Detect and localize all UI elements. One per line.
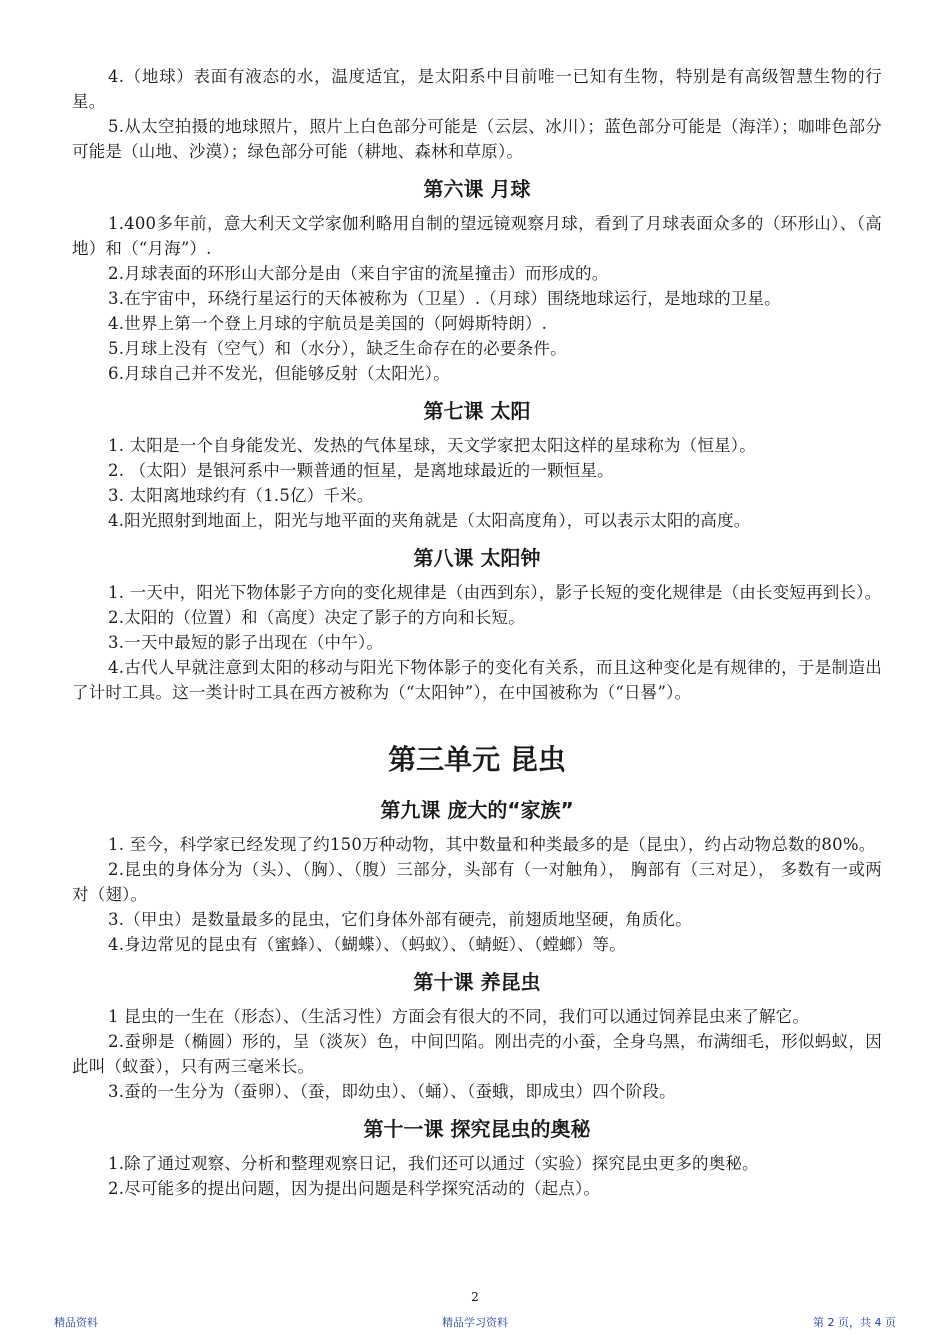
unit-heading: 第三单元 昆虫 [388, 743, 566, 776]
paragraph: 4.阳光照射到地面上，阳光与地平面的夹角就是（太阳高度角），可以表示太阳的高度。 [108, 511, 751, 530]
lesson-heading: 第九课 庞大的“家族” [380, 798, 574, 822]
paragraph: 3.一天中最短的影子出现在（中午）。 [108, 633, 384, 652]
paragraph: 5.从太空拍摄的地球照片，照片上白色部分可能是（云层、冰川）；蓝色部分可能是（海洋）；咖啡色部分可能是（山地、沙漠）；绿色部分可能（耕地、森林和草原）。 [72, 117, 882, 161]
paragraph: 4.古代人早就注意到太阳的移动与阳光下物体影子的变化有关系，而且这种变化是有规律的，于是制造出了计时工具。这一类计时工具在西方被称为（“太阳钟”），在中国被称为（“日晷”）。 [72, 658, 882, 702]
paragraph: 2.蚕卵是（椭圆）形的，呈（淡灰）色，中间凹陷。刚出壳的小蚕，全身乌黑，布满细毛，形似蚂蚁，因此叫（蚁蚕），只有两三毫米长。 [72, 1032, 882, 1076]
footer-left-label: 精品资料 [54, 1316, 98, 1329]
document-body [72, 64, 882, 1201]
paragraph: 1.400多年前，意大利天文学家伽利略用自制的望远镜观察月球，看到了月球表面众多的（环形山）、（高地）和（“月海”）. [72, 214, 882, 258]
footer-center-label: 精品学习资料 [442, 1316, 508, 1329]
paragraph: 2. （太阳）是银河系中一颗普通的恒星，是离地球最近的一颗恒星。 [108, 461, 614, 480]
lesson-heading: 第六课 月球 [423, 177, 531, 201]
paragraph: 3.蚕的一生分为（蚕卵）、（蚕，即幼虫）、（蛹）、（蚕蛾，即成虫）四个阶段。 [108, 1082, 676, 1101]
paragraph: 4.世界上第一个登上月球的宇航员是美国的（阿姆斯特朗）. [108, 314, 548, 333]
paragraph: 1. 太阳是一个自身能发光、发热的气体星球，天文学家把太阳这样的星球称为（恒星）。 [108, 436, 756, 455]
lesson-heading: 第十课 养昆虫 [413, 970, 541, 994]
paragraph: 5.月球上没有（空气）和（水分），缺乏生命存在的必要条件。 [108, 339, 567, 358]
lesson-heading: 第七课 太阳 [423, 399, 531, 423]
lesson-heading: 第十一课 探究昆虫的奥秘 [363, 1117, 591, 1141]
paragraph: 2.月球表面的环形山大部分是由（来自宇宙的流星撞击）而形成的。 [108, 264, 609, 283]
paragraph: 3.在宇宙中，环绕行星运行的天体被称为（卫星）.（月球）围绕地球运行，是地球的卫星。 [108, 289, 781, 308]
paragraph: 1. 至今，科学家已经发现了约150万种动物，其中数量和种类最多的是（昆虫），约占动物总数的80%。 [108, 835, 876, 854]
paragraph: 6.月球自己并不发光，但能够反射（太阳光）。 [108, 364, 450, 383]
paragraph: 3.（甲虫）是数量最多的昆虫，它们身体外部有硬壳，前翅质地坚硬，角质化。 [108, 910, 692, 929]
paragraph: 2.尽可能多的提出问题，因为提出问题是科学探究活动的（起点）。 [108, 1179, 601, 1198]
paragraph: 1 昆虫的一生在（形态）、（生活习性）方面会有很大的不同，我们可以通过饲养昆虫来了解它。 [108, 1007, 810, 1026]
lesson-heading: 第八课 太阳钟 [413, 546, 541, 570]
paragraph: 1.除了通过观察、分析和整理观察日记，我们还可以通过（实验）探究昆虫更多的奥秘。 [108, 1154, 759, 1173]
paragraph: 4.身边常见的昆虫有（蜜蜂）、（蝴蝶）、（蚂蚁）、（蜻蜓）、（螳螂）等。 [108, 935, 626, 954]
paragraph: 2.太阳的（位置）和（高度）决定了影子的方向和长短。 [108, 608, 525, 627]
paragraph: 2.昆虫的身体分为（头）、（胸）、（腹）三部分，头部有（一对触角）， 胸部有（三对足）， 多数有一或两对（翅）。 [72, 860, 882, 904]
paragraph: 1. 一天中，阳光下物体影子方向的变化规律是（由西到东），影子长短的变化规律是（由长变短再到长）。 [108, 583, 882, 602]
paragraph: 3. 太阳离地球约有（1.5亿）千米。 [108, 486, 374, 505]
footer-page-count: 第 2 页，共 4 页 [813, 1316, 896, 1329]
paragraph: 4.（地球）表面有液态的水，温度适宜，是太阳系中目前唯一已知有生物，特别是有高级智慧生物的行星。 [72, 67, 882, 111]
page-number: 2 [471, 1290, 479, 1304]
